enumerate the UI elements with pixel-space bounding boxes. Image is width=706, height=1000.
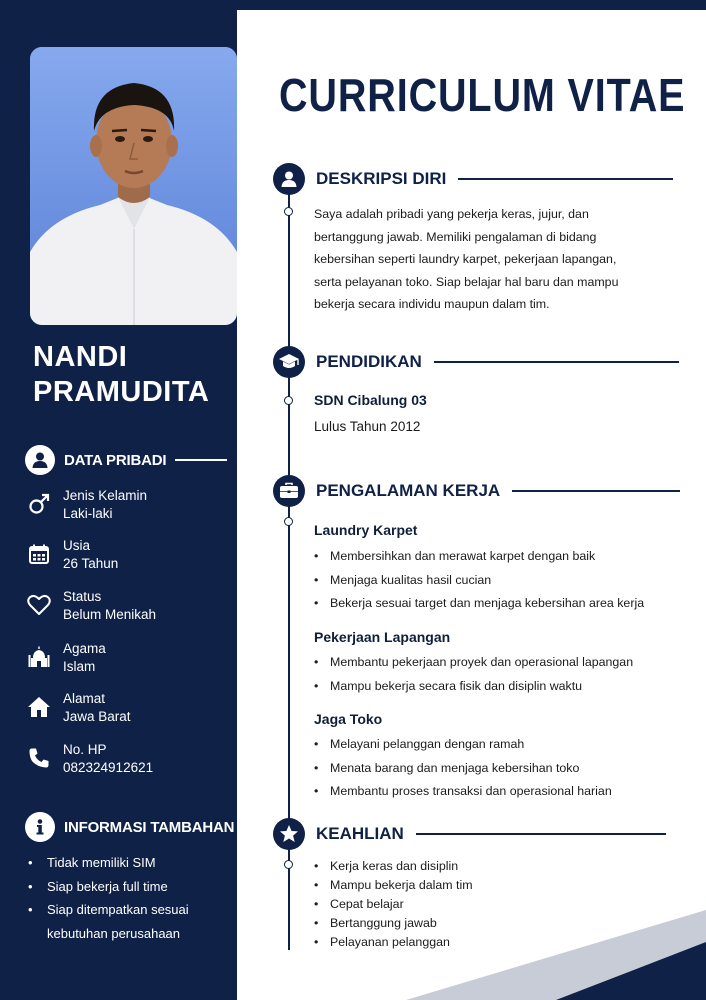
user-icon — [25, 445, 55, 475]
timeline-dot — [284, 517, 293, 526]
school-name: SDN Cibalung 03 — [314, 392, 427, 408]
list-item: • Siap ditempatkan sesuai — [28, 902, 189, 917]
personal-item — [26, 741, 226, 777]
personal-item-value: Laki-laki — [63, 506, 113, 521]
additional-info-label: INFORMASI TAMBAHAN — [64, 818, 235, 836]
star-icon — [273, 818, 305, 850]
first-name: NANDI — [33, 341, 128, 373]
section-title: DESKRIPSI DIRI — [316, 169, 447, 188]
list-item: • Membersihkan dan merawat karpet dengan baik — [314, 549, 596, 563]
briefcase-icon — [273, 475, 305, 507]
personal-item — [26, 588, 226, 624]
personal-item — [26, 537, 226, 573]
job-title: Laundry Karpet — [314, 522, 418, 538]
additional-info-heading — [25, 812, 234, 842]
section-title: PENGALAMAN KERJA — [316, 481, 501, 500]
graduation-year: Lulus Tahun 2012 — [314, 419, 421, 434]
heart-icon — [26, 592, 52, 618]
job-title: Jaga Toko — [314, 711, 383, 727]
skills-list — [314, 857, 674, 952]
list-item: • Tidak memiliki SIM — [28, 855, 156, 870]
personal-item-value: Belum Menikah — [63, 607, 157, 622]
section-heading-skills — [273, 818, 666, 850]
personal-item-label: Jenis Kelamin — [63, 488, 148, 503]
personal-item — [26, 640, 226, 676]
divider — [175, 459, 227, 461]
job-duties — [314, 545, 674, 616]
list-item: • Mampu bekerja dalam tim — [314, 878, 473, 892]
home-icon — [26, 694, 52, 720]
timeline-dot — [284, 207, 293, 216]
divider — [416, 833, 666, 835]
page-title: CURRICULUM VITAE — [279, 69, 686, 121]
personal-item-value: Islam — [63, 659, 96, 674]
timeline-dot — [284, 860, 293, 869]
divider — [512, 490, 680, 492]
personal-item-label: Usia — [63, 538, 91, 553]
personal-item-label: Alamat — [63, 691, 106, 706]
last-name: PRAMUDITA — [33, 376, 210, 408]
job-duties — [314, 733, 674, 804]
section-title: KEAHLIAN — [316, 824, 404, 843]
list-item: • Cepat belajar — [314, 897, 404, 911]
divider — [434, 361, 679, 363]
list-item: • Membantu proses transaksi dan operasional harian — [314, 784, 612, 798]
section-heading-experience — [273, 475, 680, 507]
timeline-dot — [284, 396, 293, 405]
list-item: • Siap bekerja full time — [28, 878, 168, 894]
graduation-cap-icon — [273, 346, 305, 378]
list-item: • Pelayanan pelanggan — [314, 935, 450, 949]
profile-photo — [30, 47, 237, 325]
personal-item — [26, 487, 226, 523]
user-icon — [273, 163, 305, 195]
list-item: • Bekerja sesuai target dan menjaga kebersihan area kerja — [314, 596, 645, 610]
corner-decoration — [206, 0, 237, 48]
list-item: • Menata barang dan menjaga kebersihan toko — [314, 760, 580, 775]
personal-item — [26, 690, 226, 726]
list-item: • Mampu bekerja secara fisik dan disiplin waktu — [314, 678, 583, 693]
list-item: • Kerja keras dan disiplin — [314, 859, 459, 873]
additional-info-list — [28, 851, 228, 945]
male-gender-icon — [26, 491, 52, 517]
list-item: • Melayani pelanggan dengan ramah — [314, 737, 525, 751]
list-item: • Bertanggung jawab — [314, 916, 437, 930]
personal-item-value: Jawa Barat — [63, 709, 131, 724]
phone-icon — [26, 745, 52, 771]
personal-item-value: 26 Tahun — [63, 556, 119, 571]
list-item: • Membantu pekerjaan proyek dan operasional lapangan — [314, 655, 634, 669]
personal-item-label: Agama — [63, 641, 106, 656]
section-heading-education — [273, 346, 679, 378]
list-item: kebutuhan perusahaan — [47, 925, 181, 941]
calendar-icon — [26, 541, 52, 567]
personal-data-label: DATA PRIBADI — [64, 451, 167, 469]
candidate-name — [33, 340, 233, 410]
list-item: • Menjaga kualitas hasil cucian — [314, 572, 492, 587]
job-title: Pekerjaan Lapangan — [314, 629, 451, 645]
personal-data-heading — [25, 445, 227, 475]
personal-item-label: Status — [63, 589, 102, 604]
divider — [458, 178, 673, 180]
mosque-icon — [26, 644, 52, 670]
section-heading-about — [273, 163, 673, 195]
top-decoration — [0, 0, 706, 10]
job-duties — [314, 651, 674, 698]
personal-item-label: No. HP — [63, 742, 107, 757]
info-icon — [25, 812, 55, 842]
about-text: Saya adalah pribadi yang pekerja keras, jujur, dan bertanggung jawab. Memiliki pengalaman di bidang kebersihan seperti laundry karpet, pekerjaan lapangan, serta pelayanan toko. Siap belajar hal baru dan mampu bekerja secara individu maupun dalam tim. — [314, 207, 619, 312]
section-title: PENDIDIKAN — [316, 352, 422, 371]
personal-item-value: 082324912621 — [63, 760, 154, 775]
